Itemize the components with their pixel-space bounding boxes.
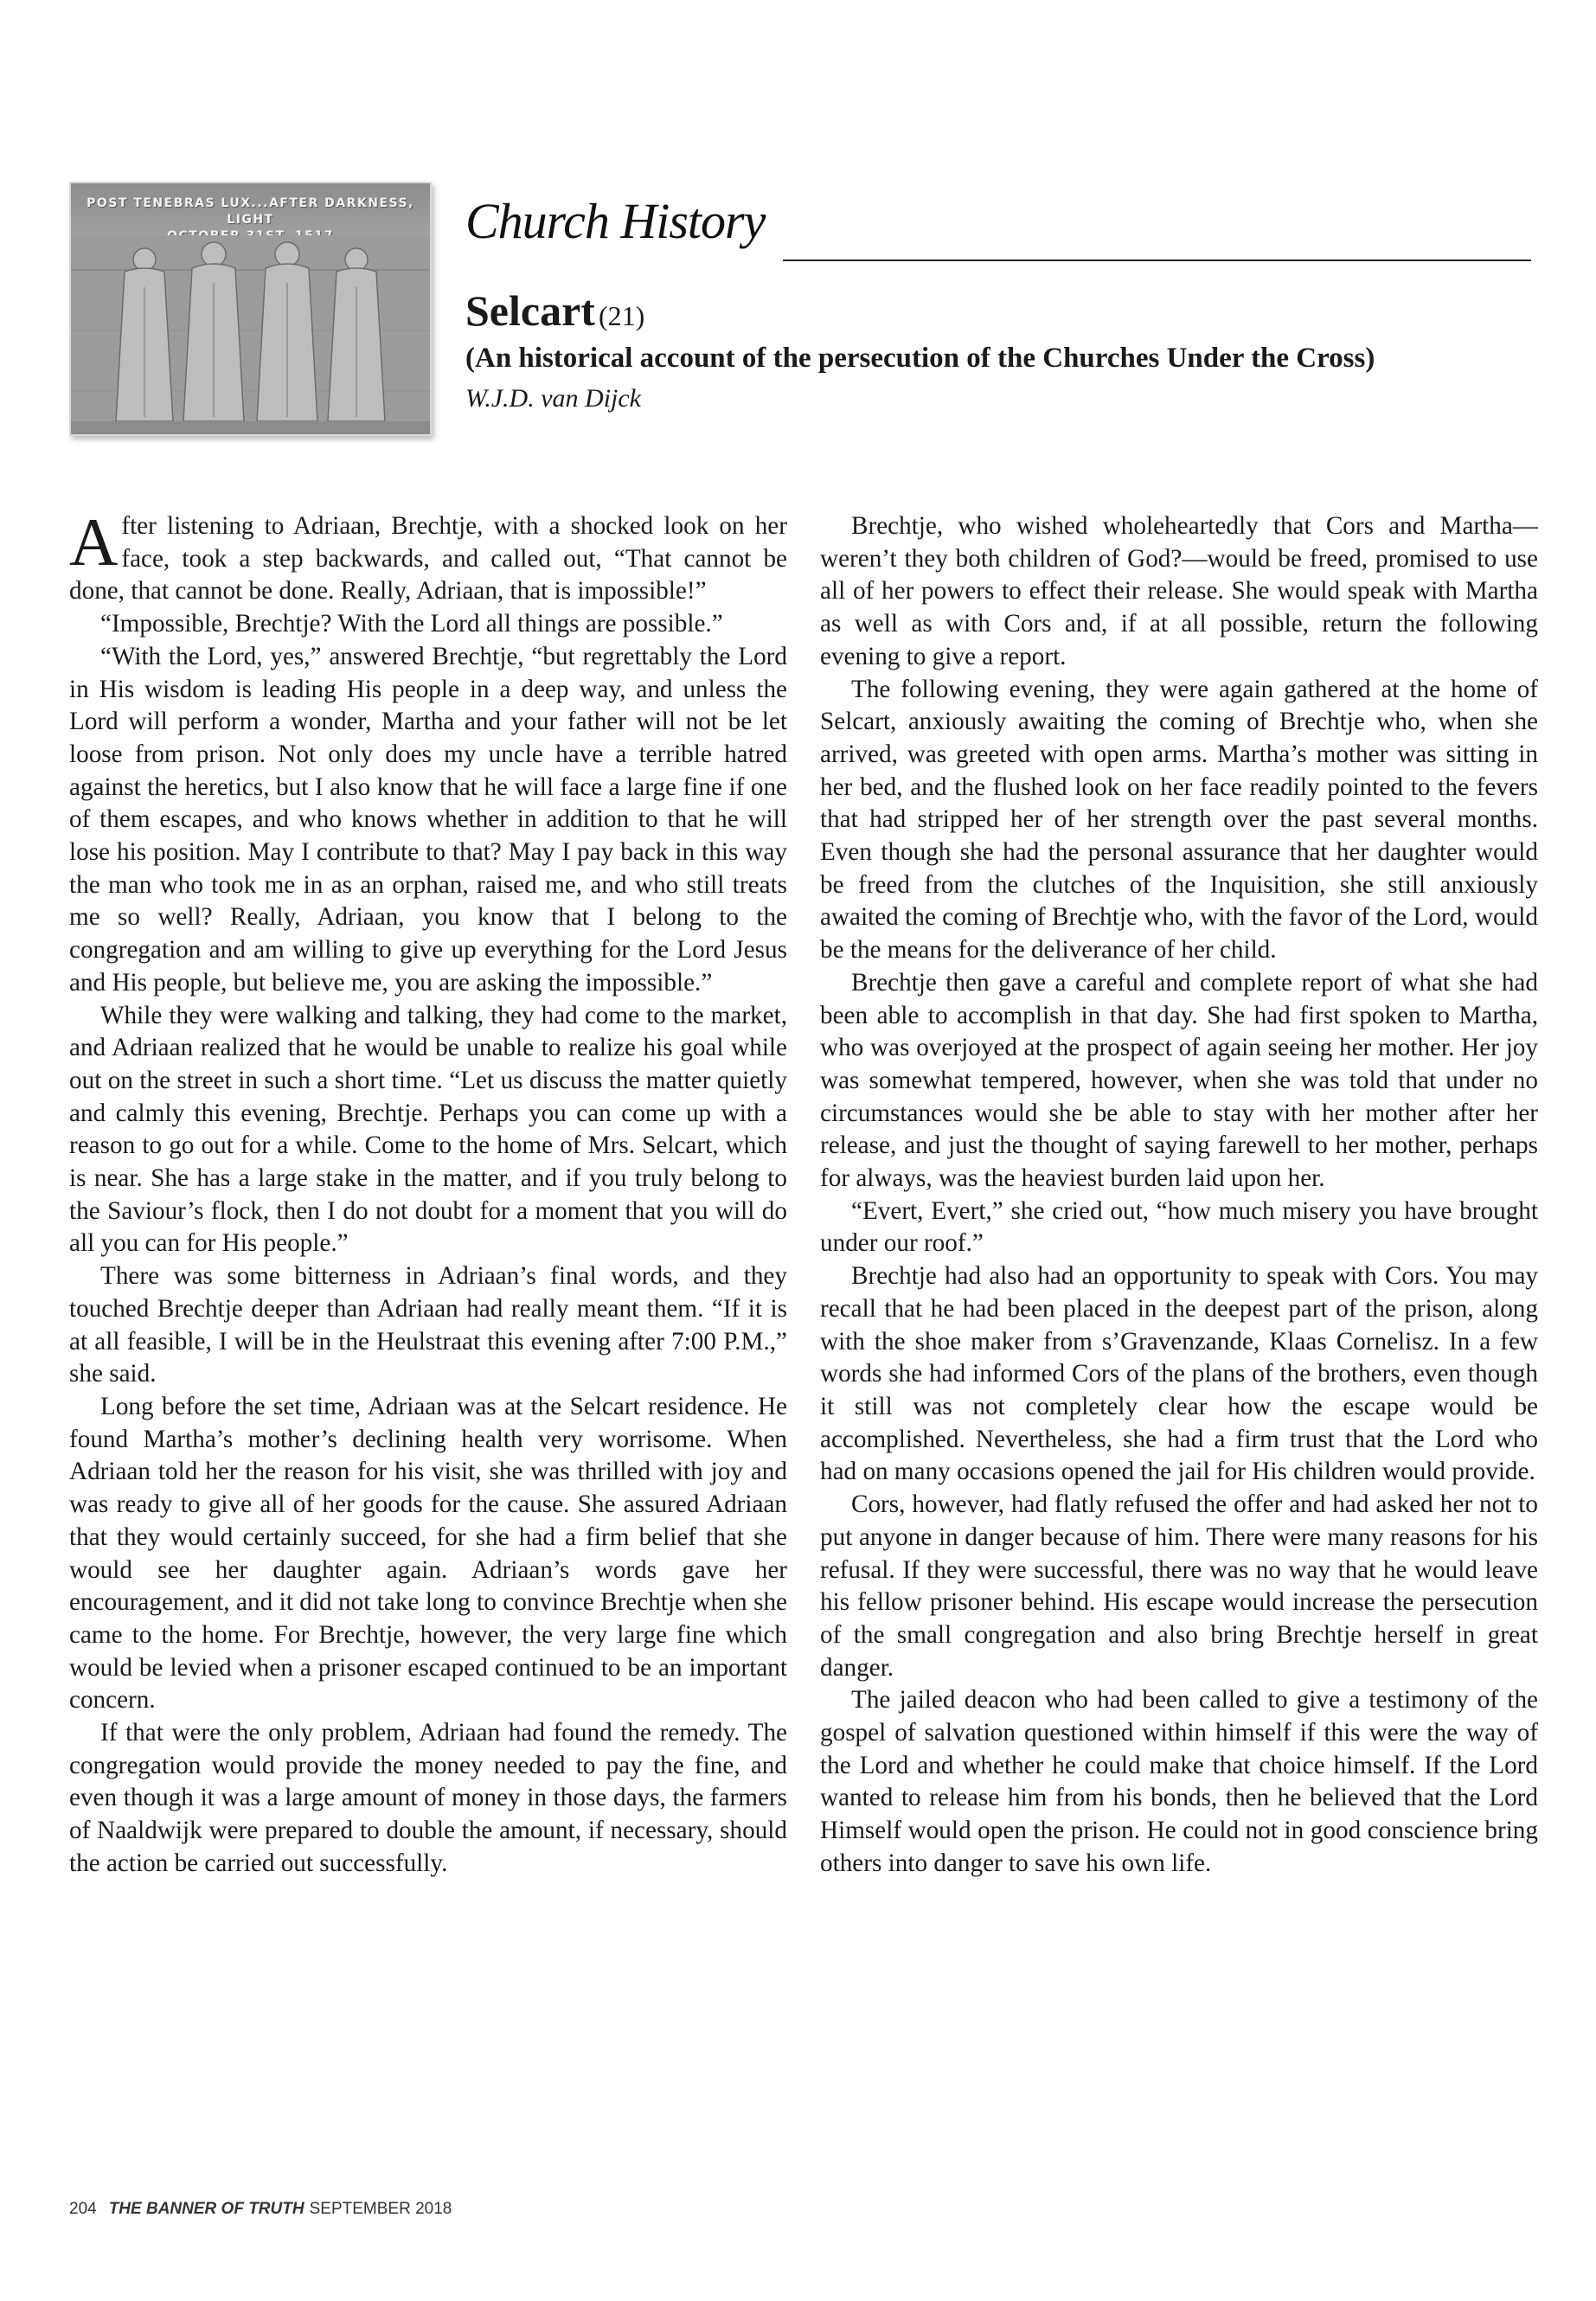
reformers-statues-icon (71, 235, 430, 434)
paragraph: Cors, however, had flatly refused the offer and had asked her not to put anyone in danger because of him. There were many reasons for his refusal. If they were successful, there was no way that he would leave his fellow prisoner behind. His escape would increase the persecution of the small congregation and also bring Brechtje herself in great danger. (820, 1490, 1538, 1682)
paragraph: “Evert, Evert,” she cried out, “how much misery you have brought under our roof.” (820, 1196, 1538, 1258)
article-title-name: Selcart (465, 286, 595, 335)
section-title: Church History (465, 193, 766, 249)
article-title (465, 285, 644, 336)
drop-cap: A (69, 504, 119, 580)
issue-date: SEPTEMBER 2018 (309, 2200, 452, 2218)
right-column (820, 510, 1538, 1881)
inscription-line-1: POST TENEBRAS LUX...AFTER DARKNESS, LIGHT (87, 196, 414, 227)
paragraph: While they were walking and talking, they had come to the market, and Adriaan realized that he would be unable to realize his goal while out on the street in such a short time. “Let us discuss the matter quietly and calmly this evening, Brechtje. Perhaps you can come up with a reason to go out for a while. Come to the home of Mrs. Selcart, which is near. She has a large stake in the matter, and if you truly belong to the Saviour’s flock, then I do not doubt for a moment that you will do all you can for His people.” (69, 1001, 787, 1258)
paragraph: There was some bitterness in Adriaan’s final words, and they touched Brechtje deeper than Adriaan had really meant them. “If it is at all feasible, I will be in the Heulstraat this evening after 7:00 P.M.,” she said. (69, 1262, 787, 1388)
paragraph-text: fter listening to Adriaan, Brechtje, with a shocked look on her face, took a step backwards, and called out, “That cannot be done, that cannot be done. Really, Adriaan, that is impossible!” (69, 512, 787, 606)
publication-name: THE BANNER OF TRUTH (108, 2200, 304, 2218)
paragraph: The jailed deacon who had been called to give a testimony of the gospel of salvation questioned within himself if this were the way of the Lord and whether he could make that choice himself. If the Lord wanted to release him from his bonds, then he believed that the Lord Himself would open the prison. He could not in good conscience bring others into danger to save his own life. (820, 1686, 1538, 1877)
title-rule (783, 260, 1531, 261)
paragraph: The following evening, they were again gathered at the home of Selcart, anxiously awaiting the coming of Brechtje who, when she arrived, was greeted with open arms. Martha’s mother was sitting in her bed, and the flushed look on her face readily pointed to the fevers that had stripped her of her strength over the past several months. Even though she had the personal assurance that her daughter would be freed from the clutches of the Inquisition, she still anxiously awaited the coming of Brechtje who, with the favor of the Lord, would be the means for the deliverance of her child. (820, 675, 1538, 965)
paragraph: If that were the only problem, Adriaan had found the remedy. The congregation would provide the money needed to pay the fine, and even though it was a large amount of money in those days, the farmers of Naaldwijk were prepared to double the amount, if necessary, should the action be carried out successfully. (69, 1719, 787, 1877)
paragraph: Brechtje, who wished wholeheartedly that Cors and Martha—weren’t they both children of God?—would be freed, promised to use all of her powers to effect their release. She would speak with Martha as well as with Cors and, if at all possible, return the following evening to give a report. (820, 512, 1538, 670)
paragraph: Brechtje then gave a careful and complete report of what she had been able to accomplish in that day. She had first spoken to Martha, who was overjoyed at the prospect of again seeing her mother. Her joy was somewhat tempered, however, when she was told that under no circumstances would she be able to stay with her mother after her release, and just the thought of saying farewell to her mother, perhaps for always, was the heaviest burden laid upon her. (820, 968, 1538, 1193)
page-footer (69, 2200, 452, 2219)
header-image (69, 182, 432, 436)
paragraph: Brechtje had also had an opportunity to speak with Cors. You may recall that he had been placed in the deepest part of the prison, along with the shoe maker from s’Gravenzande, Klaas Cornelisz. In a few words she had informed Cors of the plans of the brothers, even though it still was not completely clear how the escape would be accomplished. Nevertheless, she had a firm trust that the Lord who had on many occasions opened the jail for His children would provide. (820, 1262, 1538, 1486)
author-byline: W.J.D. van Dijck (465, 384, 641, 413)
paragraph: “With the Lord, yes,” answered Brechtje, “but regrettably the Lord in His wisdom is leading His people in a deep way, and unless the Lord will perform a wonder, Martha and your father will not be let loose from prison. Not only does my uncle have a terrible hatred against the heretics, but I also know that he will face a large fine if one of them escapes, and who knows whether in addition to that he will lose his position. May I contribute to that? May I pay back in this way the man who took me in as an orphan, raised me, and who still treats me so well? Really, Adriaan, you know that I belong to the congregation and am willing to give up everything for the Lord Jesus and His people, but believe me, you are asking the impossible.” (69, 642, 787, 997)
article-subtitle: (An historical account of the persecution of the Churches Under the Cross) (465, 343, 1375, 374)
paragraph (69, 504, 787, 608)
paragraph: “Impossible, Brechtje? With the Lord all things are possible.” (100, 610, 723, 638)
left-column (69, 504, 787, 1881)
article-part-number: (21) (598, 300, 645, 331)
page-number: 204 (69, 2200, 97, 2218)
paragraph: Long before the set time, Adriaan was at the Selcart residence. He found Martha’s mother’s declining health very worrisome. When Adriaan told her the reason for his visit, she was thrilled with joy and was ready to give all of her goods for the cause. She assured Adriaan that they would certainly succeed, for she had a firm belief that she would see her daughter again. Adriaan’s words gave her encouragement, and it did not take long to convince Brechtje when she came to the home. For Brechtje, however, the very large fine which would be levied when a prisoner escaped continued to be an important concern. (69, 1392, 787, 1715)
